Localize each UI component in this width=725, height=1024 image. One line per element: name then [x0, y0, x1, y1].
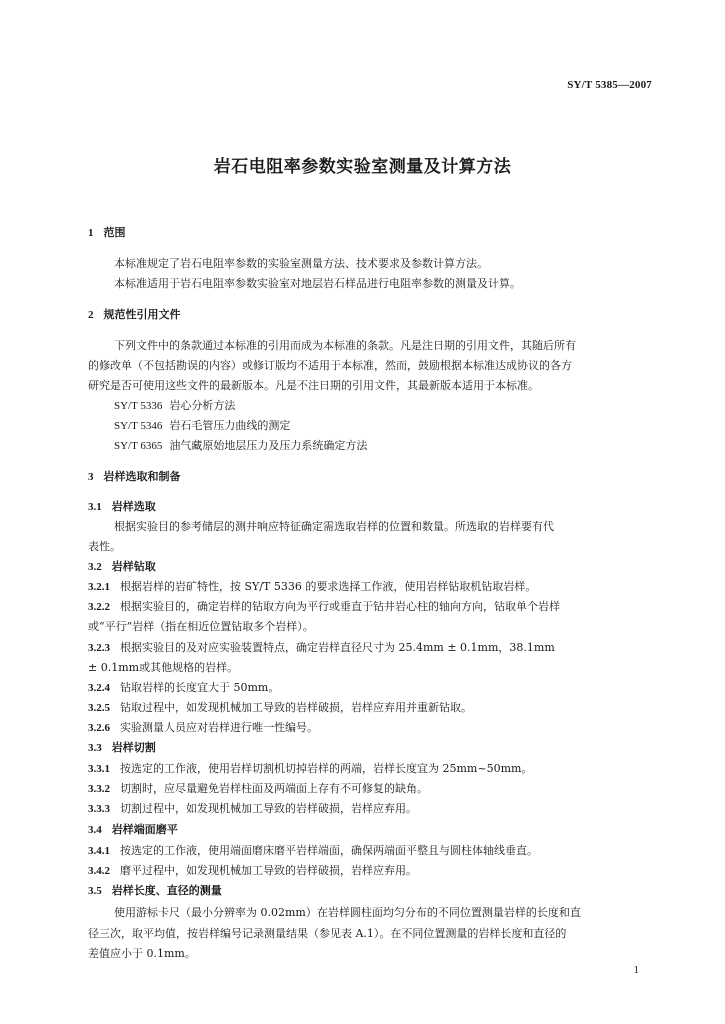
section-number: 3.2 — [88, 561, 102, 573]
clause-number: 3.3.3 — [88, 803, 110, 815]
section-number: 3.3 — [88, 742, 102, 754]
clause — [88, 844, 538, 858]
clause-number: 3.2.1 — [88, 581, 110, 593]
clause-text: 根据岩样的岩矿特性，按 SY/T 5336 的要求选择工作液，使用岩样钻取机钻取岩样。 — [120, 580, 537, 593]
section-title: 范围 — [103, 226, 126, 239]
section-number: 3 — [88, 471, 94, 483]
reference-item — [114, 399, 235, 413]
clause — [88, 701, 472, 715]
reference-name: 岩心分析方法 — [169, 399, 236, 412]
reference-name: 油气藏原始地层压力及压力系统确定方法 — [169, 439, 368, 452]
clause-text: 磨平过程中，如发现机械加工导致的岩样破损，岩样应弃用。 — [120, 864, 417, 877]
reference-code: SY/T 5336 — [114, 400, 163, 412]
clause-number: 3.2.5 — [88, 702, 110, 714]
clause — [88, 580, 536, 594]
clause-text: 切割时，应尽量避免岩样柱面及两端面上存有不可修复的缺角。 — [120, 782, 428, 795]
subsection-3-2-heading — [88, 560, 156, 574]
standard-code: SY/T 5385—2007 — [567, 79, 652, 91]
section-number: 3.1 — [88, 501, 102, 513]
paragraph: 下列文件中的条款通过本标准的引用而成为本标准的条款。凡是注日期的引用文件，其随后所有 — [114, 339, 576, 352]
section-title: 岩样选取 — [111, 500, 156, 513]
clause — [88, 762, 532, 776]
paragraph: 表性。 — [88, 540, 121, 553]
clause-number: 3.2.2 — [88, 601, 110, 613]
clause-text: 实验测量人员应对岩样进行唯一性编号。 — [120, 721, 318, 734]
section-title: 岩样长度、直径的测量 — [111, 884, 222, 897]
paragraph: 差值应小于 0.1mm。 — [88, 947, 196, 960]
clause-continuation: 或“平行”岩样（指在相近位置钻取多个岩样）。 — [88, 620, 314, 633]
paragraph: 径三次，取平均值，按岩样编号记录测量结果（参见表 A.1）。在不同位置测量的岩样长度和直径的 — [88, 927, 567, 940]
section-title: 规范性引用文件 — [103, 308, 181, 321]
section-number: 2 — [88, 309, 94, 321]
section-title: 岩样钻取 — [111, 560, 156, 573]
clause-text: 按选定的工作液，使用端面磨床磨平岩样端面，确保两端面平整且与圆柱体轴线垂直。 — [120, 844, 538, 857]
page-number: 1 — [633, 964, 639, 976]
reference-name: 岩石毛管压力曲线的测定 — [169, 419, 291, 432]
clause-text: 切割过程中，如发现机械加工导致的岩样破损，岩样应弃用。 — [120, 802, 417, 815]
document-title: 岩石电阻率参数实验室测量及计算方法 — [213, 157, 512, 177]
clause — [88, 802, 417, 816]
clause-text: 钻取岩样的长度宜大于 50mm。 — [120, 681, 280, 694]
clause — [88, 600, 560, 614]
section-2-heading — [88, 308, 181, 322]
clause — [88, 864, 417, 878]
clause-text: 根据实验目的及对应实验装置特点，确定岩样直径尺寸为 25.4mm ± 0.1mm，38.1mm — [120, 641, 555, 654]
paragraph: 根据实验目的参考储层的测井响应特征确定需选取岩样的位置和数量。所选取的岩样要有代 — [114, 520, 554, 533]
reference-code: SY/T 5346 — [114, 420, 163, 432]
clause — [88, 782, 428, 796]
section-title: 岩样切割 — [111, 741, 156, 754]
section-title: 岩样端面磨平 — [111, 823, 178, 836]
paragraph: 研究是否可使用这些文件的最新版本。凡是不注日期的引用文件，其最新版本适用于本标准。 — [88, 379, 539, 392]
clause — [88, 721, 318, 735]
clause — [88, 641, 555, 655]
paragraph: 本标准规定了岩石电阻率参数的实验室测量方法、技术要求及参数计算方法。 — [114, 257, 488, 270]
section-3-heading — [88, 470, 181, 484]
clause-number: 3.2.6 — [88, 722, 110, 734]
paragraph: 本标准适用于岩石电阻率参数实验室对地层岩石样品进行电阻率参数的测量及计算。 — [114, 277, 521, 290]
clause-text: 钻取过程中，如发现机械加工导致的岩样破损，岩样应弃用并重新钻取。 — [120, 701, 472, 714]
clause — [88, 681, 279, 695]
reference-item — [114, 419, 290, 433]
clause-number: 3.3.1 — [88, 763, 110, 775]
reference-item — [114, 439, 367, 453]
clause-text: 根据实验目的，确定岩样的钻取方向为平行或垂直于钻井岩心柱的轴向方向，钻取单个岩样 — [120, 600, 560, 613]
clause-number: 3.4.1 — [88, 845, 110, 857]
subsection-3-1-heading — [88, 500, 156, 514]
section-number: 3.4 — [88, 824, 102, 836]
paragraph: 使用游标卡尺（最小分辨率为 0.02mm）在岩样圆柱面均匀分布的不同位置测量岩样的长度和直 — [114, 906, 581, 919]
clause-number: 3.2.4 — [88, 682, 110, 694]
clause-text: 按选定的工作液，使用岩样切割机切掉岩样的两端，岩样长度宜为 25mm~50mm。 — [120, 762, 533, 775]
clause-continuation: ± 0.1mm或其他规格的岩样。 — [88, 661, 239, 674]
clause-number: 3.4.2 — [88, 865, 110, 877]
subsection-3-5-heading — [88, 884, 222, 898]
clause-number: 3.2.3 — [88, 642, 110, 654]
subsection-3-3-heading — [88, 741, 156, 755]
section-number: 1 — [88, 227, 94, 239]
section-1-heading — [88, 226, 126, 240]
clause-number: 3.3.2 — [88, 783, 110, 795]
paragraph: 的修改单（不包括勘误的内容）或修订版均不适用于本标准，然而，鼓励根据本标准达成协议的各方 — [88, 359, 572, 372]
reference-code: SY/T 6365 — [114, 440, 163, 452]
section-title: 岩样选取和制备 — [103, 470, 181, 483]
section-number: 3.5 — [88, 885, 102, 897]
subsection-3-4-heading — [88, 823, 178, 837]
